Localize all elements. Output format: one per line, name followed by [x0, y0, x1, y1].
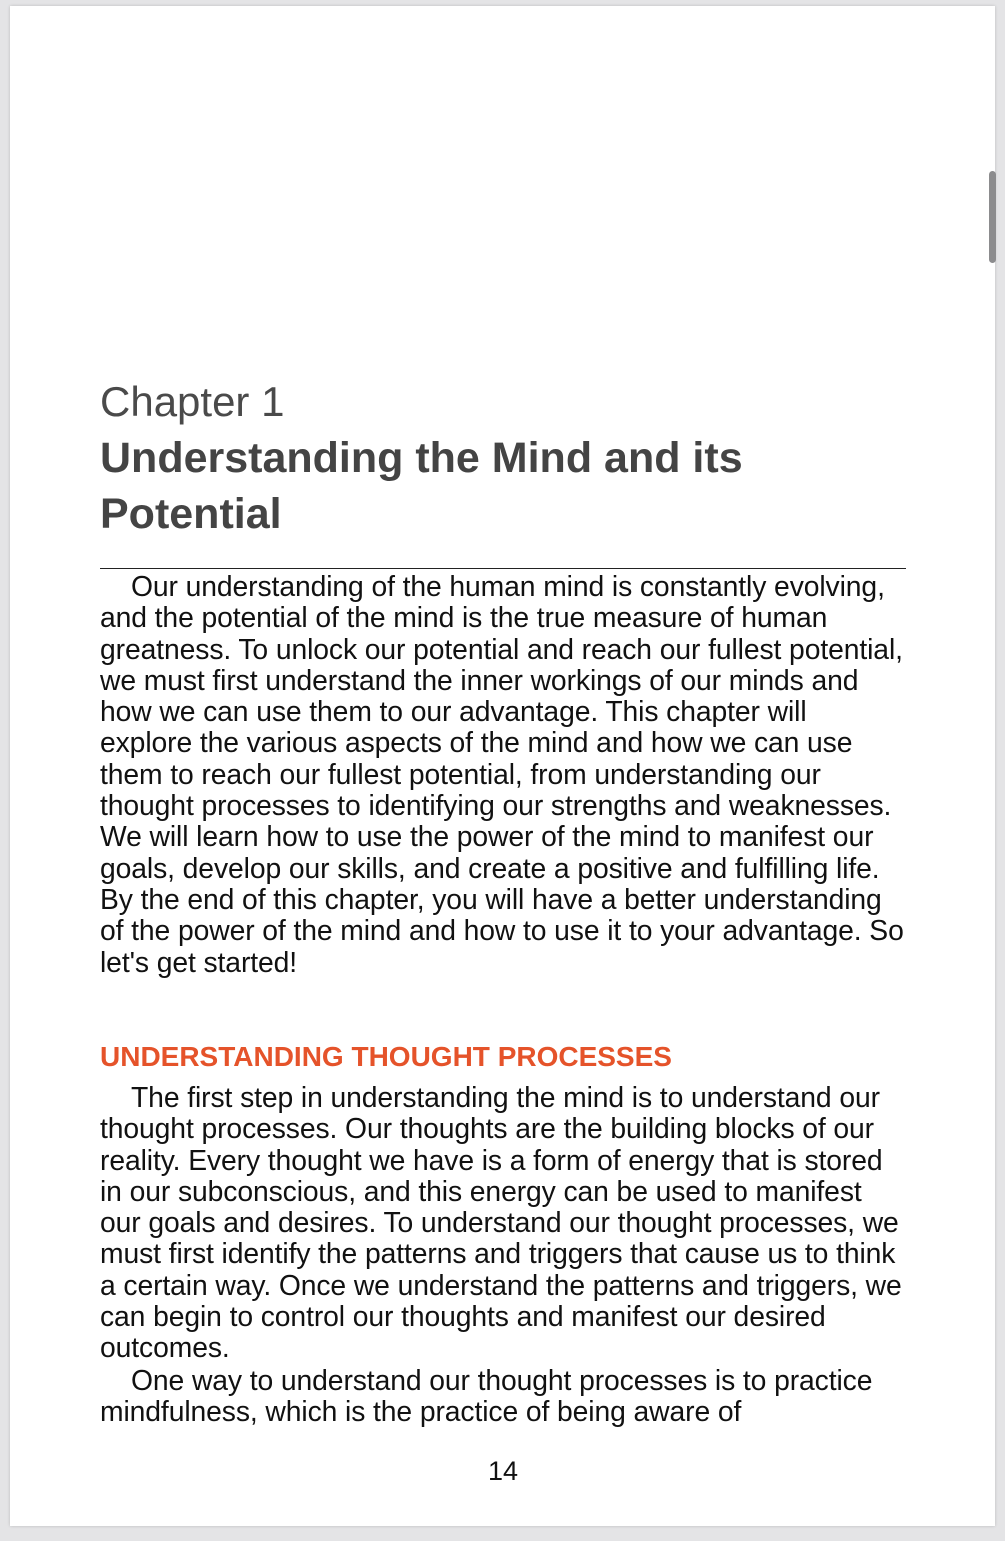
- intro-paragraph: Our understanding of the human mind is constantly evolving, and the potential of the mind is the true measure of human greatness. To unlock our potential and reach our fullest potential, we must first understand the inner workings of our minds and how we can use them to our advantage. This chapter will explore the various aspects of the mind and how we can use them to reach our fullest potential, from understanding our thought processes to identifying our strengths and weaknesses. We will learn how to use the power of the mind to manifest our goals, develop our skills, and create a positive and fulfilling life. By the end of this chapter, you will have a better understanding of the power of the mind and how to use it to your advantage. So let's get started!: [100, 570, 904, 978]
- title-divider: [100, 568, 906, 569]
- chapter-title: Understanding the Mind and its Potential: [100, 434, 743, 538]
- scrollbar-thumb[interactable]: [989, 171, 996, 263]
- chapter-number: Chapter 1: [100, 378, 285, 425]
- section-paragraph: One way to understand our thought processes is to practice mindfulness, which is the practice of being aware of: [100, 1364, 873, 1428]
- page-number: 14: [487, 1456, 519, 1486]
- section-paragraph: The first step in understanding the mind is to understand our thought processes. Our thoughts are the building blocks of our reality. Every thought we have is a form of energy that is stored in our subconscious, and this energy can be used to manifest our goals and desires. To understand our thought processes, we must first identify the patterns and triggers that cause us to think a certain way. Once we understand the patterns and triggers, we can begin to control our thoughts and manifest our desired outcomes.: [100, 1081, 902, 1364]
- section-heading: UNDERSTANDING THOUGHT PROCESSES: [100, 1041, 672, 1072]
- document-page: [10, 6, 995, 1526]
